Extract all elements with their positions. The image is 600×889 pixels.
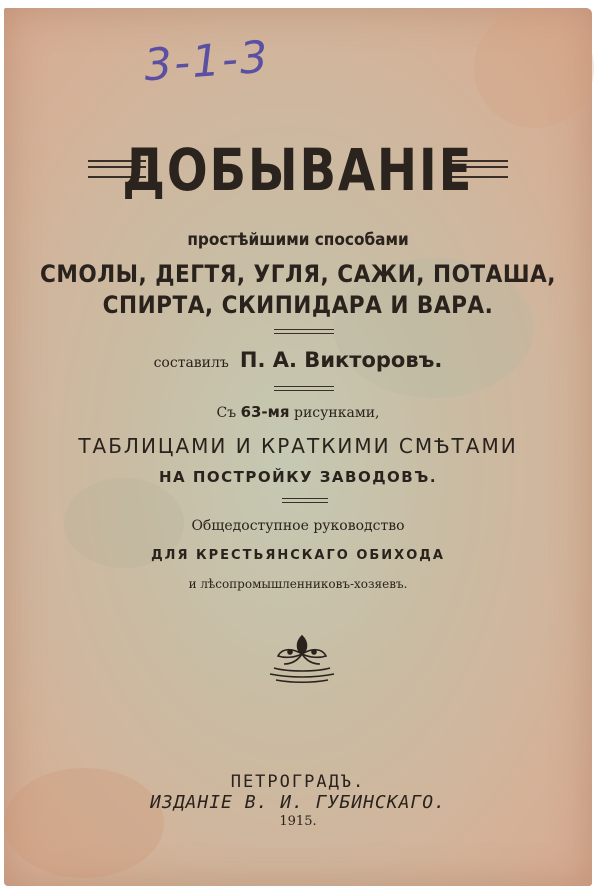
subject-line-1: СМОЛЫ, ДЕГТЯ, УГЛЯ, САЖИ, ПОТАША, xyxy=(40,260,556,288)
year: 1915. xyxy=(279,814,317,829)
subtitle: простѣйшими способами xyxy=(187,230,409,250)
title-row xyxy=(4,136,592,216)
paper-stain xyxy=(474,8,594,128)
with-label: Съ xyxy=(216,405,237,421)
author-name: П. А. Викторовъ. xyxy=(239,348,443,372)
forest-line: и лѣсопромышленниковъ-хозяевъ. xyxy=(188,577,408,591)
tables-line: ТАБЛИЦАМИ И КРАТКИМИ СМѢТАМИ xyxy=(78,434,518,458)
city: ПЕТРОГРАДЪ. xyxy=(230,772,366,792)
author-line xyxy=(4,348,592,372)
figures-label: рисунками, xyxy=(294,405,380,421)
guide-line: Общедоступное руководство xyxy=(191,518,405,534)
divider xyxy=(282,498,328,503)
ornament-icon xyxy=(262,630,342,686)
compiled-by-label: составилъ xyxy=(153,355,229,371)
figures-count: 63-мя xyxy=(240,403,290,421)
construction-line: НА ПОСТРОЙКУ ЗАВОДОВЪ. xyxy=(158,468,438,486)
book-title: ДОБЫВАНІЕ xyxy=(122,136,474,204)
book-cover xyxy=(4,8,592,886)
divider xyxy=(274,386,334,391)
publisher: ИЗДАНІЕ В. И. ГУБИНСКАГО. xyxy=(150,792,446,813)
subject-line-2: СПИРТА, СКИПИДАРА И ВАРА. xyxy=(102,291,494,319)
divider xyxy=(274,329,334,334)
handwritten-note: 3-1-3 xyxy=(142,31,272,92)
peasant-line: ДЛЯ КРЕСТЬЯНСКАГО ОБИХОДА xyxy=(151,548,445,563)
figures-line xyxy=(4,403,592,421)
